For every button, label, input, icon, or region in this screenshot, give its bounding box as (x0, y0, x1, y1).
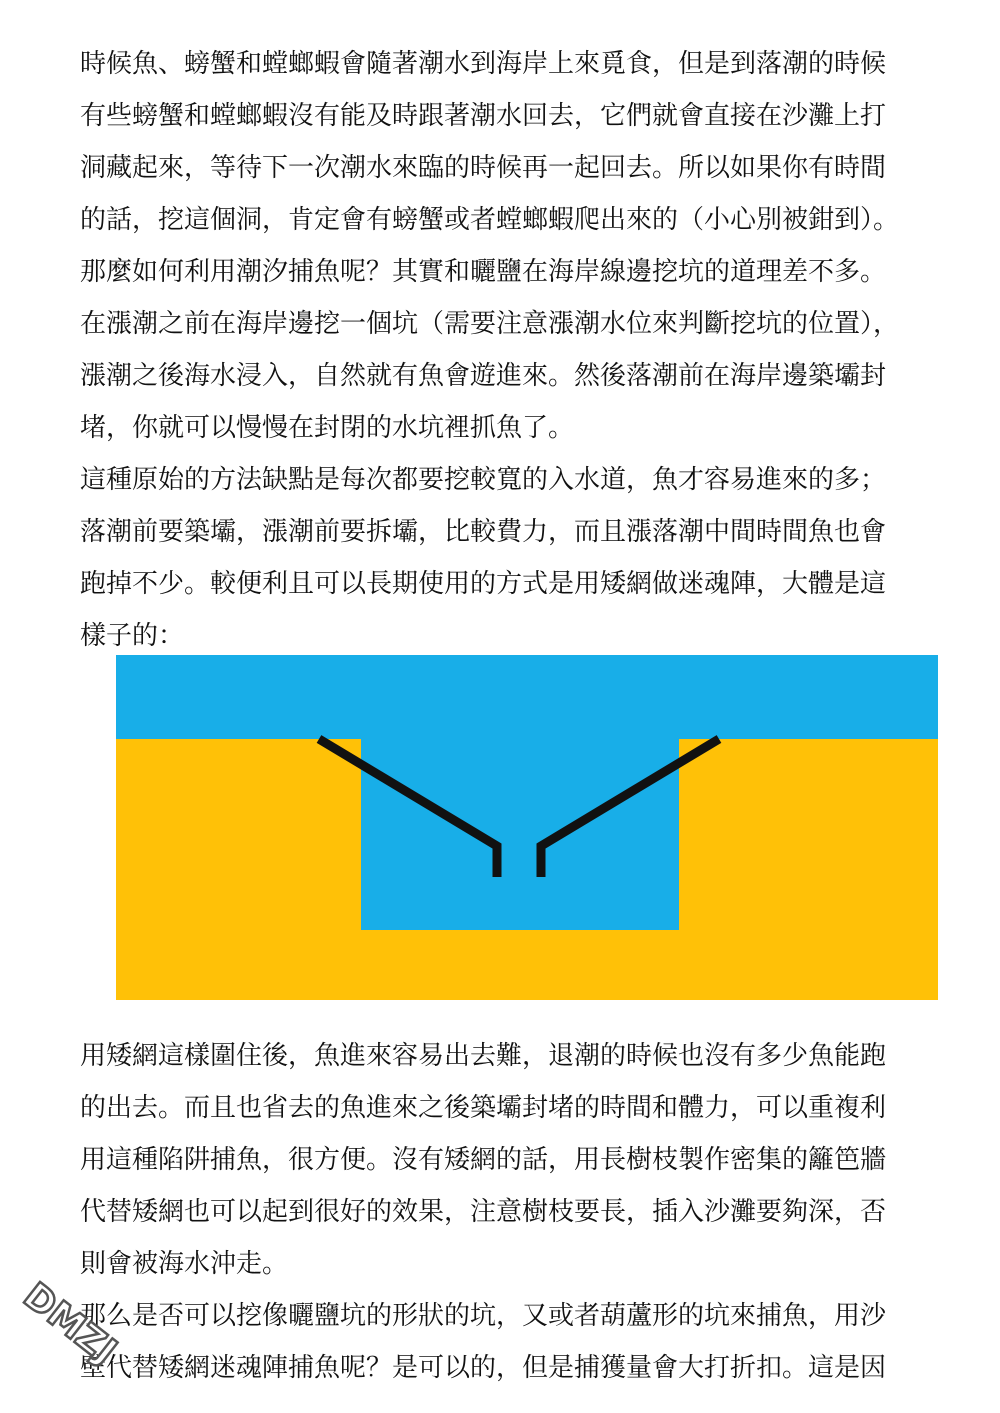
paragraph-line: 有些螃蟹和螳螂蝦沒有能及時跟著潮水回去，它們就會直接在沙灘上打 (80, 101, 887, 131)
dmzj-watermark-logo (8, 1275, 143, 1410)
dug-pit-water (361, 739, 679, 930)
paragraph-line: 用矮網這樣圍住後，魚進來容易出去難，退潮的時候也沒有多少魚能跑 (80, 1041, 887, 1071)
paragraph-line: 時候魚、螃蟹和螳螂蝦會隨著潮水到海岸上來覓食，但是到落潮的時候 (80, 49, 887, 79)
paragraph-line: 在漲潮之前在海岸邊挖一個坑（需要注意漲潮水位來判斷挖坑的位置）， (80, 309, 900, 339)
paragraph-line: 的出去。而且也省去的魚進來之後築壩封堵的時間和體力，可以重複利 (80, 1093, 887, 1123)
watermark-text: DMZJ (15, 1275, 124, 1373)
paragraph-line: 那麼如何利用潮汐捕魚呢？其實和曬鹽在海岸線邊挖坑的道理差不多。 (80, 257, 887, 287)
paragraph-line: 用這種陷阱捕魚，很方便。沒有矮網的話，用長樹枝製作密集的籬笆牆 (80, 1145, 887, 1175)
paragraph-line: 則會被海水沖走。 (80, 1249, 289, 1279)
paragraph-line: 那么是否可以挖像曬鹽坑的形狀的坑，又或者葫蘆形的坑來捕魚，用沙 (80, 1301, 887, 1331)
paragraph-line: 跑掉不少。較便利且可以長期使用的方式是用矮網做迷魂陣，大體是這 (80, 569, 887, 599)
paragraph-line: 壁代替矮網迷魂陣捕魚呢？是可以的，但是捕獲量會大打折扣。這是因 (80, 1353, 887, 1383)
fish-trap-diagram (116, 655, 938, 1000)
paragraph-line: 這種原始的方法缺點是每次都要挖較寬的入水道，魚才容易進來的多； (80, 465, 887, 495)
paragraph-line: 洞藏起來，等待下一次潮水來臨的時候再一起回去。所以如果你有時間 (80, 153, 887, 183)
paragraph-line: 堵，你就可以慢慢在封閉的水坑裡抓魚了。 (80, 413, 575, 443)
sea-water-area (116, 655, 938, 739)
paragraph-line: 樣子的： (80, 621, 185, 651)
paragraph-line: 代替矮網也可以起到很好的效果，注意樹枝要長，插入沙灘要夠深，否 (80, 1197, 887, 1227)
article-text-bottom (80, 1030, 940, 1394)
paragraph-line: 的話，挖這個洞，肯定會有螃蟹或者螳螂蝦爬出來的（小心別被鉗到）。 (80, 205, 900, 235)
paragraph-line: 落潮前要築壩，漲潮前要拆壩，比較費力，而且漲落潮中間時間魚也會 (80, 517, 887, 547)
article-text-top (80, 38, 940, 662)
paragraph-line: 漲潮之後海水浸入，自然就有魚會遊進來。然後落潮前在海岸邊築壩封 (80, 361, 887, 391)
